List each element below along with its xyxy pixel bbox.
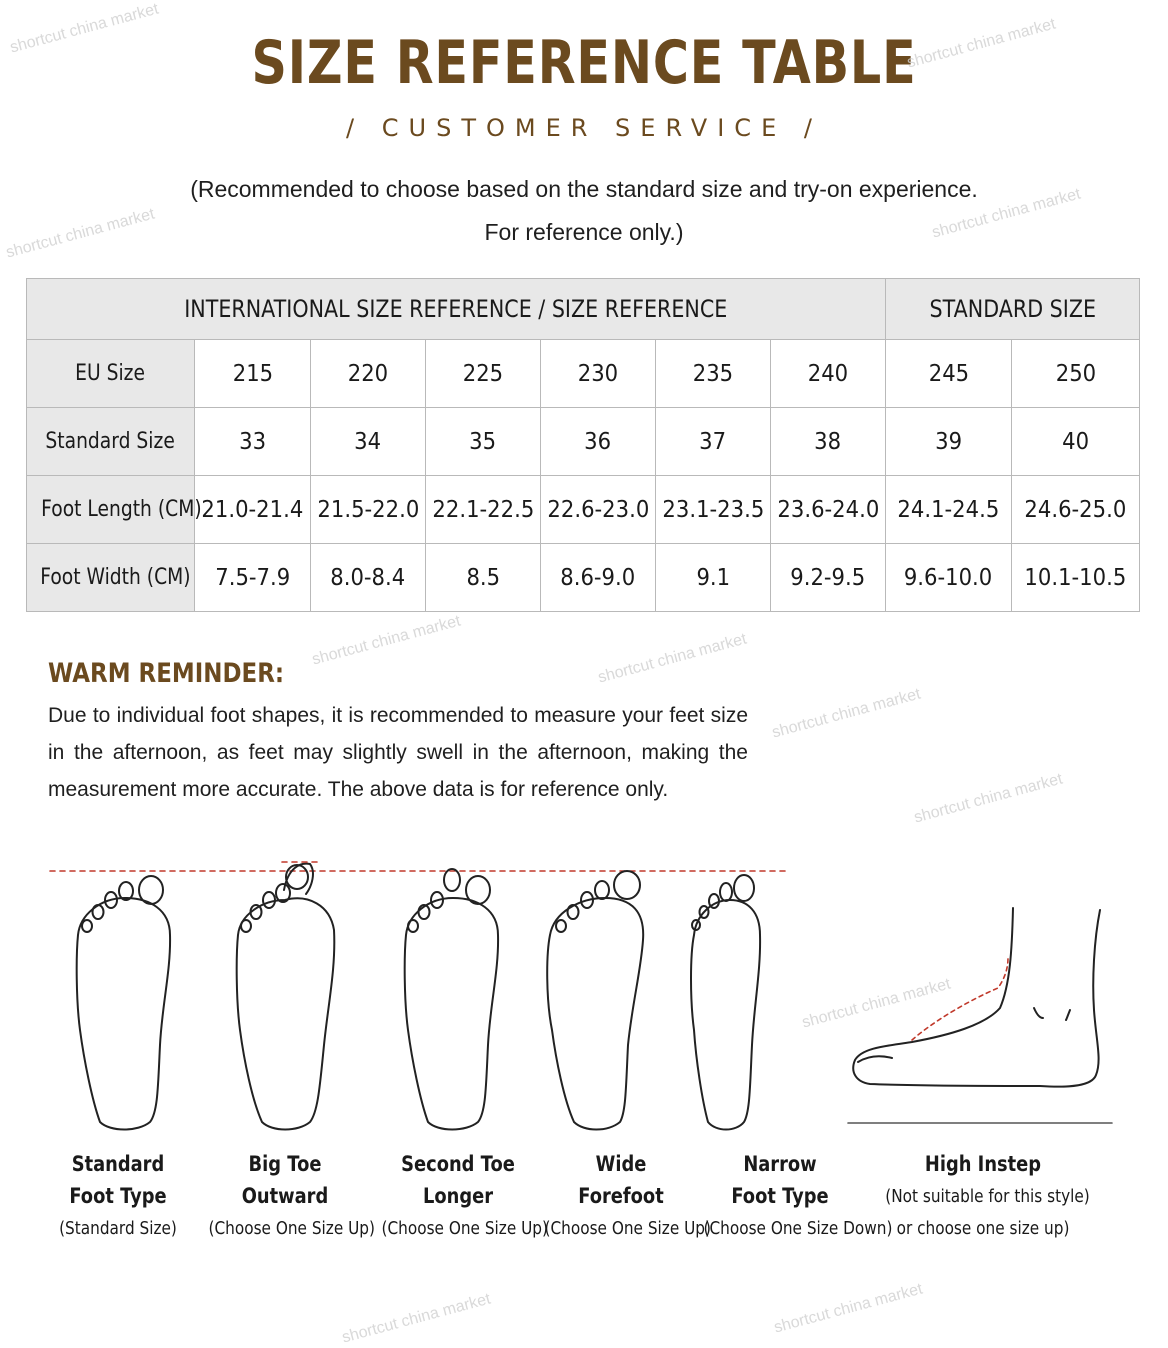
recommendation-note-line1: (Recommended to choose based on the standard size and try-on experience. — [190, 176, 978, 202]
table-cell: 24.1-24.5 — [886, 476, 1012, 544]
watermark: shortcut china market — [770, 685, 923, 742]
table-cell: 35 — [426, 408, 541, 476]
wide-forefoot-foot-icon — [547, 871, 643, 1130]
watermark: shortcut china market — [800, 975, 953, 1032]
foot-type-label-second-toe-longer: Second Toe Longer (Choose One Size Up) — [381, 1152, 548, 1239]
watermark: shortcut china market — [310, 612, 463, 669]
watermark: shortcut china market — [340, 1290, 493, 1347]
foot-type-label-narrow: Narrow Foot Type (Choose One Size Down) — [703, 1152, 893, 1239]
foot-type-label-standard: Standard Foot Type (Standard Size) — [59, 1152, 177, 1239]
high-instep-foot-icon — [848, 908, 1112, 1123]
narrow-foot-icon — [691, 875, 760, 1130]
standard-foot-icon — [77, 876, 170, 1130]
table-cell: 220 — [311, 340, 426, 408]
table-cell: 21.0-21.4 — [195, 476, 311, 544]
row-label-eu-size: EU Size — [27, 340, 195, 408]
watermark: shortcut china market — [4, 205, 157, 262]
foot-type-label-wide-forefoot: Wide Forefoot (Choose One Size Up) — [544, 1152, 711, 1239]
table-cell: 21.5-22.0 — [311, 476, 426, 544]
warm-reminder-text: Due to individual foot shapes, it is recommended to measure your feet size in the afternoon, as feet may slightly swell in the afternoon, making the measurement more accurate. The above data is for reference only. — [48, 704, 748, 801]
watermark: shortcut china market — [596, 630, 749, 687]
watermark: shortcut china market — [912, 770, 1065, 827]
row-label-foot-length: Foot Length (CM) — [27, 476, 195, 544]
table-cell: 230 — [541, 340, 656, 408]
table-cell: 8.5 — [426, 544, 541, 612]
size-reference-table — [26, 278, 1140, 612]
table-cell: 37 — [656, 408, 771, 476]
table-header-row — [27, 279, 1140, 340]
watermark: shortcut china market — [930, 185, 1083, 242]
table-row — [27, 476, 1140, 544]
table-cell: 235 — [656, 340, 771, 408]
header-standard-size: STANDARD SIZE — [886, 279, 1140, 340]
row-label-foot-width: Foot Width (CM) — [27, 544, 195, 612]
table-cell: 22.6-23.0 — [541, 476, 656, 544]
table-row — [27, 408, 1140, 476]
table-cell: 250 — [1012, 340, 1140, 408]
table-cell: 33 — [195, 408, 311, 476]
row-label-standard-size: Standard Size — [27, 408, 195, 476]
watermark: shortcut china market — [8, 0, 161, 57]
table-cell: 22.1-22.5 — [426, 476, 541, 544]
table-cell: 8.6-9.0 — [541, 544, 656, 612]
second-toe-longer-foot-icon — [405, 869, 498, 1130]
table-row — [27, 544, 1140, 612]
table-cell: 36 — [541, 408, 656, 476]
foot-types-illustration — [0, 850, 1168, 1150]
big-toe-outward-foot-icon — [237, 862, 335, 1130]
table-row — [27, 340, 1140, 408]
table-cell: 225 — [426, 340, 541, 408]
table-cell: 9.2-9.5 — [771, 544, 886, 612]
header-international-size: INTERNATIONAL SIZE REFERENCE / SIZE REFERENCE — [27, 279, 886, 340]
foot-type-label-big-toe-outward: Big Toe Outward (Choose One Size Up) — [208, 1152, 375, 1239]
table-cell: 7.5-7.9 — [195, 544, 311, 612]
table-cell: 34 — [311, 408, 426, 476]
table-cell: 9.1 — [656, 544, 771, 612]
table-cell: 9.6-10.0 — [886, 544, 1012, 612]
foot-type-label-high-instep: High Instep (Not suitable for this style) or choose one size up) — [885, 1152, 1090, 1239]
page-title: SIZE REFERENCE TABLE — [251, 28, 917, 98]
table-cell: 24.6-25.0 — [1012, 476, 1140, 544]
table-cell: 39 — [886, 408, 1012, 476]
table-cell: 40 — [1012, 408, 1140, 476]
table-cell: 240 — [771, 340, 886, 408]
table-cell: 215 — [195, 340, 311, 408]
table-cell: 8.0-8.4 — [311, 544, 426, 612]
watermark: shortcut china market — [905, 15, 1058, 72]
table-cell: 23.6-24.0 — [771, 476, 886, 544]
table-cell: 10.1-10.5 — [1012, 544, 1140, 612]
watermark: shortcut china market — [772, 1280, 925, 1337]
page-subtitle: / CUSTOMER SERVICE / — [346, 114, 822, 142]
table-cell: 245 — [886, 340, 1012, 408]
table-cell: 23.1-23.5 — [656, 476, 771, 544]
warm-reminder-title: WARM REMINDER: — [48, 658, 285, 689]
table-cell: 38 — [771, 408, 886, 476]
recommendation-note-line2: For reference only.) — [484, 219, 684, 245]
